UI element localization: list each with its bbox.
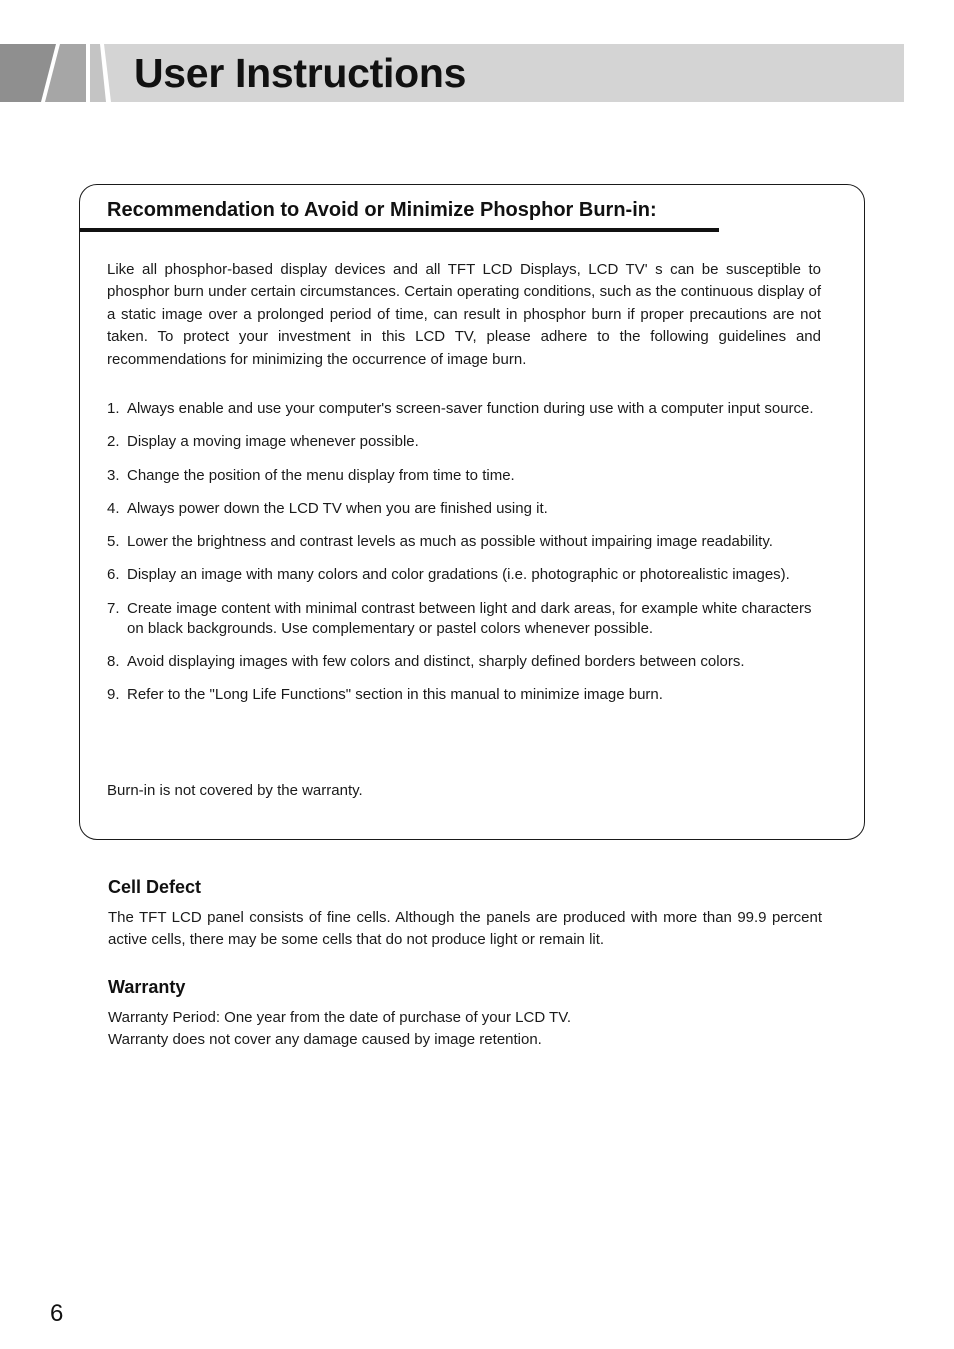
header-banner bbox=[0, 44, 904, 102]
list-item bbox=[107, 565, 827, 585]
list-item-number: 2. bbox=[107, 433, 120, 451]
warranty-period-text: Warranty Period: One year from the date of purchase of your LCD TV. bbox=[108, 1009, 572, 1026]
list-item bbox=[107, 432, 827, 452]
list-item bbox=[107, 652, 827, 672]
list-item-number: 9. bbox=[107, 686, 120, 704]
burn-in-recommendation-box bbox=[79, 184, 865, 840]
list-item-number: 3. bbox=[107, 466, 120, 484]
heading-underline bbox=[80, 228, 719, 232]
list-item-text: Create image content with minimal contrast between light and dark areas, for example white characters on black backgrounds. Use complementary or pastel colors whenever possible. bbox=[127, 599, 812, 637]
list-item-text: Avoid displaying images with few colors and distinct, sharply defined borders between colors. bbox=[127, 653, 745, 671]
cell-defect-title: Cell Defect bbox=[108, 877, 202, 897]
warranty-exclusion-text: Warranty does not cover any damage caused by image retention. bbox=[108, 1031, 542, 1048]
burn-in-warranty-note: Burn-in is not covered by the warranty. bbox=[107, 782, 363, 799]
list-item bbox=[107, 499, 827, 519]
list-item bbox=[107, 532, 827, 552]
list-item-number: 1. bbox=[107, 400, 120, 417]
list-item-text: Always enable and use your computer's screen-saver function during use with a computer input source. bbox=[127, 400, 814, 417]
list-item-number: 5. bbox=[107, 533, 120, 551]
list-item-text: Change the position of the menu display from time to time. bbox=[127, 466, 515, 484]
burn-in-guidelines-list bbox=[107, 399, 827, 719]
list-item-number: 6. bbox=[107, 566, 120, 584]
list-item-text: Lower the brightness and contrast levels as much as possible without impairing image readability. bbox=[127, 533, 773, 551]
list-item bbox=[107, 599, 827, 639]
list-item-number: 4. bbox=[107, 499, 120, 517]
list-item-number: 8. bbox=[107, 653, 120, 671]
cell-defect-text: The TFT LCD panel consists of fine cells. Although the panels are produced with more than 99.9 percent active cells, there may be some cells that do not produce light or remain lit. bbox=[108, 909, 822, 949]
list-item-text: Refer to the "Long Life Functions" section in this manual to minimize image burn. bbox=[127, 686, 663, 704]
warranty-title: Warranty bbox=[108, 977, 186, 997]
list-item bbox=[107, 685, 827, 705]
page-title: User Instructions bbox=[134, 50, 467, 96]
list-item-text: Display a moving image whenever possible. bbox=[127, 433, 419, 451]
burn-in-heading: Recommendation to Avoid or Minimize Phosphor Burn-in: bbox=[107, 199, 657, 221]
list-item bbox=[107, 399, 827, 419]
list-item bbox=[107, 466, 827, 486]
burn-in-intro: Like all phosphor-based display devices and all TFT LCD Displays, LCD TV' s can be susceptible to phosphor burn under certain circumstances. Certain operating conditions, such as the continuous display of a static image over a prolonged period of time, can result in phosphor burn if proper precautions are not taken. To protect your investment in this LCD TV, please adhere to the following guidelines and recommendations for minimizing the occurrence of image burn. bbox=[107, 261, 821, 368]
list-item-text: Always power down the LCD TV when you are finished using it. bbox=[127, 499, 548, 517]
list-item-text: Display an image with many colors and color gradations (i.e. photographic or photorealistic images). bbox=[127, 566, 790, 584]
list-item-number: 7. bbox=[107, 599, 120, 617]
page-number: 6 bbox=[50, 1300, 64, 1327]
